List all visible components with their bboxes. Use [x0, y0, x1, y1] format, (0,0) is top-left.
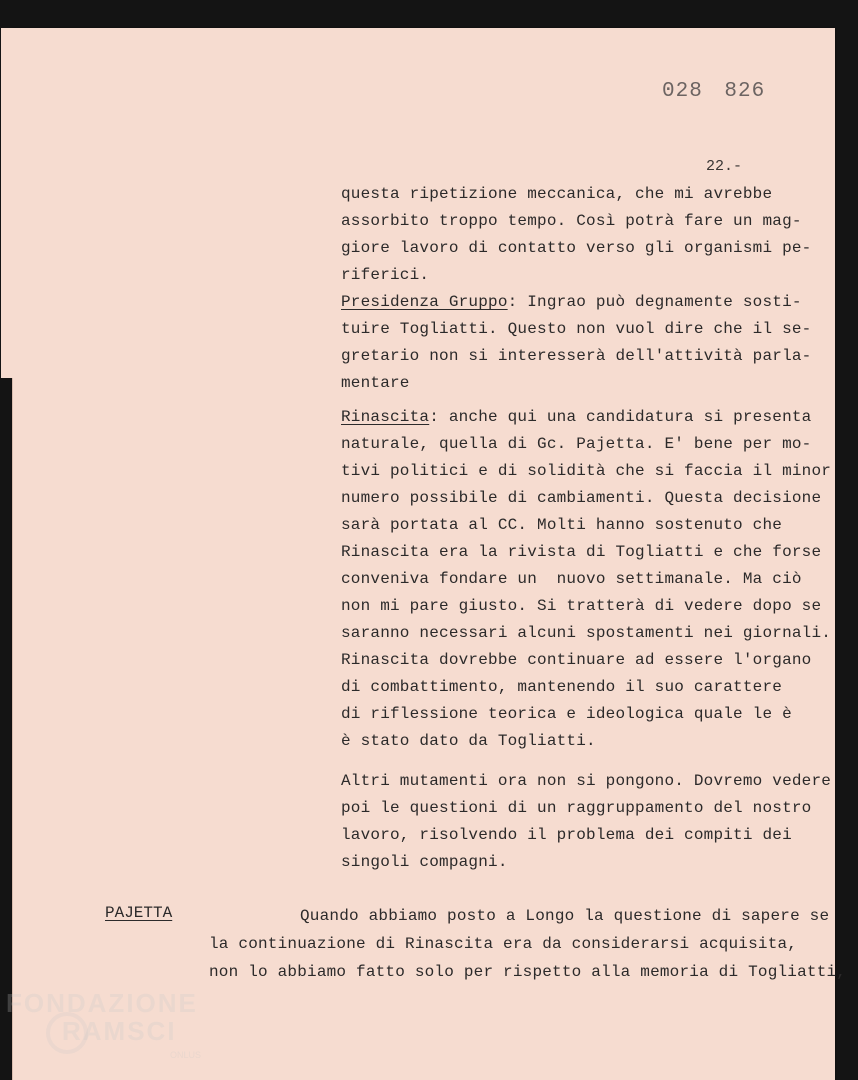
rinascita-line: Rinascita era la rivista di Togliatti e che forse — [341, 543, 822, 561]
rinascita-line: di combattimento, mantenendo il suo carattere — [341, 678, 783, 696]
presidenza-first-line — [341, 289, 802, 316]
rinascita-line: è stato dato da Togliatti. — [341, 732, 596, 750]
logo-text-line2: RAMSCI — [62, 1016, 177, 1046]
presidenza-heading: Presidenza Gruppo — [341, 293, 508, 311]
pajetta-line: la continuazione di Rinascita era da considerarsi acquisita, — [209, 935, 798, 953]
rinascita-line: non mi pare giusto. Si tratterà di vedere dopo se — [341, 597, 822, 615]
presidenza-line: tuire Togliatti. Questo non vuol dire che il se- — [341, 320, 812, 338]
archive-number: 028 826 — [662, 80, 766, 103]
presidenza-line: gretario non si interesserà dell'attività parla- — [341, 347, 812, 365]
page-number: 22.- — [706, 158, 743, 175]
pajetta-line: Quando abbiamo posto a Longo la questione di sapere se — [300, 907, 830, 925]
rinascita-line: di riflessione teorica e ideologica quale le è — [341, 705, 792, 723]
rinascita-first-line — [341, 404, 811, 431]
rinascita-line: Rinascita dovrebbe continuare ad essere l'organo — [341, 651, 812, 669]
paragraph-line: riferici. — [341, 266, 430, 284]
rinascita-line: naturale, quella di Gc. Pajetta. E' bene per mo- — [341, 435, 812, 453]
rinascita-heading: Rinascita — [341, 408, 430, 426]
fondazione-gramsci-logo — [6, 988, 216, 1068]
speaker-name: PAJETTA — [105, 904, 173, 922]
rinascita-line: sarà portata al CC. Molti hanno sostenuto che — [341, 516, 783, 534]
logo-text-line3: ONLUS — [170, 1050, 202, 1060]
page-left-edge — [1, 28, 29, 378]
paragraph-line: giore lavoro di contatto verso gli organismi pe- — [341, 239, 812, 257]
paragraph-line: singoli compagni. — [341, 853, 508, 871]
logo-text-line1: FONDAZIONE — [6, 988, 198, 1018]
rinascita-line: tivi politici e di solidità che si faccia il minor — [341, 462, 832, 480]
presidenza-line-rest: : Ingrao può degnamente sosti- — [507, 293, 802, 311]
rinascita-line-rest: : anche qui una candidatura si presenta — [429, 408, 812, 426]
paragraph-line: questa ripetizione meccanica, che mi avrebbe — [341, 185, 773, 203]
rinascita-line: numero possibile di cambiamenti. Questa decisione — [341, 489, 822, 507]
rinascita-line: conveniva fondare un nuovo settimanale. Ma ciò — [341, 570, 802, 588]
paragraph-line: assorbito troppo tempo. Così potrà fare un mag- — [341, 212, 802, 230]
paragraph-line: lavoro, risolvendo il problema dei compiti dei — [341, 826, 792, 844]
paragraph-line: Altri mutamenti ora non si pongono. Dovremo vedere — [341, 772, 832, 790]
paragraph-line: poi le questioni di un raggruppamento del nostro — [341, 799, 812, 817]
pajetta-line: non lo abbiamo fatto solo per rispetto alla memoria di Togliatti, — [209, 963, 847, 981]
presidenza-line: mentare — [341, 374, 410, 392]
rinascita-line: saranno necessari alcuni spostamenti nei giornali. — [341, 624, 832, 642]
